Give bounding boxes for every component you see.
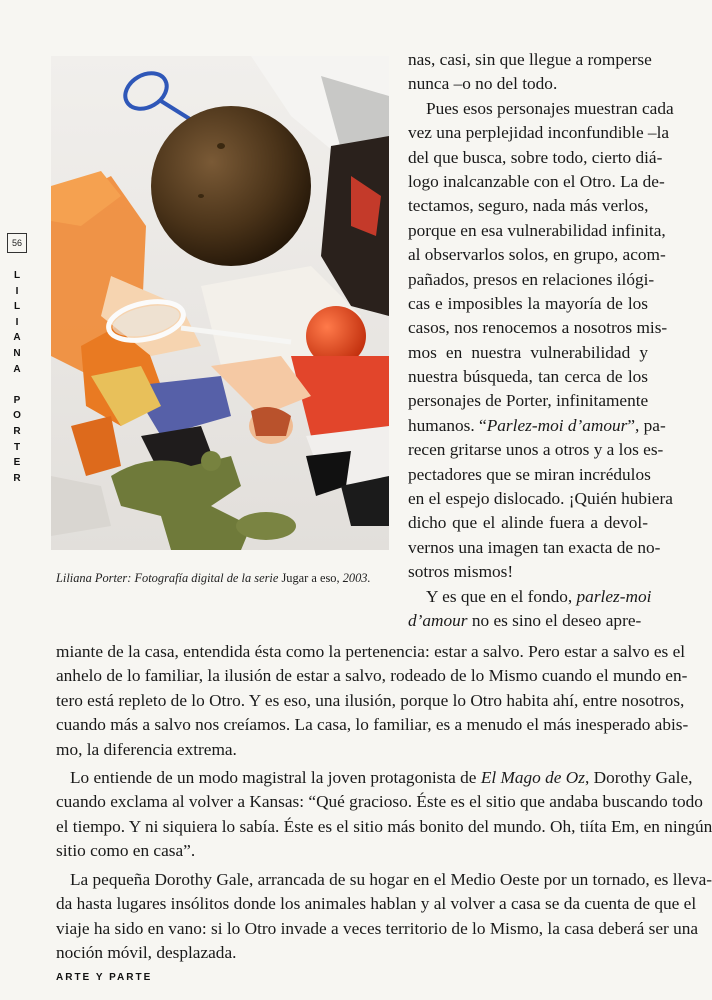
text-segment: cuando exclama al volver a Kansas: “Qué gracioso. Éste es el sitio que andaba buscando todo — [56, 792, 703, 812]
text-line — [408, 389, 648, 413]
text-line — [408, 194, 648, 218]
author-letter: R — [13, 472, 21, 484]
text-segment: sitio como en casa”. — [56, 841, 196, 861]
text-line — [408, 97, 674, 121]
text-line — [408, 511, 648, 535]
author-letter: L — [13, 270, 21, 281]
text-segment: no es sino el deseo apre- — [467, 610, 642, 630]
text-segment: nuestra búsqueda, tan cerca de los — [408, 367, 648, 387]
text-line — [408, 560, 648, 584]
text-segment: pañados, presos en relaciones ilógi- — [408, 269, 655, 289]
text-segment: nunca –o no del todo. — [408, 74, 558, 94]
text-line — [408, 463, 651, 487]
text-line — [408, 414, 666, 438]
text-segment: Pues esos personajes muestran cada — [426, 98, 674, 118]
author-letter: A — [13, 363, 21, 375]
text-segment: el tiempo. Y ni siquiera lo sabía. Éste es el sitio más bonito del mundo. Oh, tiíta Em, en ningún — [56, 816, 712, 836]
text-segment: recen gritarse unos a otros y a los es- — [408, 440, 664, 460]
text-line — [408, 341, 648, 365]
text-line — [408, 316, 668, 340]
text-line: mo, la diferencia extrema. — [56, 739, 237, 759]
figure-caption — [56, 571, 396, 586]
text-line — [408, 48, 652, 72]
text-line: La pequeña Dorothy Gale, arrancada de su hogar en el Medio Oeste por un tornado, es lleva- — [70, 870, 712, 889]
magazine-footer: ARTE Y PARTE — [56, 972, 153, 983]
text-line — [408, 609, 648, 633]
author-letter: T — [13, 441, 21, 453]
text-segment: Lo entiende de un modo magistral la joven protagonista de — [70, 768, 481, 787]
text-segment: vernos una imagen tan exacta de no- — [408, 537, 661, 557]
author-letter: A — [13, 332, 21, 344]
text-segment: pectadores que se miran incrédulos — [408, 464, 651, 484]
text-segment: en el espejo dislocado. ¡Quién hubiera — [408, 489, 673, 509]
text-line — [408, 170, 665, 194]
text-segment: al observarlos solos, en grupo, acom- — [408, 245, 666, 265]
page-number: 56 — [7, 233, 27, 253]
text-segment: personajes de Porter, infinitamente — [408, 391, 649, 411]
text-line — [408, 268, 655, 292]
text-segment: ”, pa- — [627, 415, 666, 435]
caption-year: 2003. — [342, 571, 371, 585]
text-segment: sotros mismos! — [408, 562, 514, 582]
text-segment: nas, casi, sin que llegue a romperse — [408, 50, 652, 69]
paragraph-1 — [56, 640, 689, 762]
text-segment: logo inalcanzable con el Otro. La de- — [408, 171, 665, 191]
text-line — [408, 292, 648, 316]
author-letter: I — [15, 285, 19, 297]
author-letter: I — [15, 316, 19, 328]
text-line — [408, 365, 648, 389]
text-line — [408, 438, 664, 462]
text-segment: Y es que en el fondo, — [426, 586, 577, 606]
caption-series-title: Jugar a eso, — [281, 571, 340, 585]
text-line: anhelo de lo familiar, la ilusión de estar a salvo, rodeado de lo Mismo cuando el mundo en- — [56, 666, 688, 686]
text-line — [408, 536, 661, 560]
text-line: cuando más a salvo nos creíamos. La casa, lo familiar, es a menudo el más inesperado abis- — [56, 715, 689, 735]
text-line: noción móvil, desplazada. — [56, 943, 237, 963]
author-letter: P — [13, 394, 21, 406]
author-letter: E — [13, 457, 21, 469]
text-line — [408, 121, 670, 145]
text-segment: porque en esa vulnerabilidad infinita, — [408, 220, 666, 240]
text-line — [408, 243, 666, 267]
author-letter: N — [13, 347, 21, 359]
italic-phrase: d’amour — [408, 610, 468, 630]
text-line — [408, 585, 652, 609]
text-line — [408, 487, 673, 511]
text-segment: , Dorothy Gale, — [584, 768, 693, 787]
toys-photo-illustration — [51, 56, 389, 550]
text-line — [56, 815, 712, 839]
toys-photograph — [51, 56, 389, 550]
caption-prefix: Liliana Porter: Fotografía digital de la serie — [56, 571, 279, 585]
text-segment: tectamos, seguro, nada más verlos, — [408, 196, 649, 216]
italic-phrase: El Mago de Oz — [480, 768, 585, 787]
text-segment: dicho que el alinde fuera a devol- — [408, 513, 648, 533]
text-line — [56, 839, 648, 863]
paragraph-2 — [56, 766, 712, 864]
text-line — [56, 790, 703, 814]
text-segment: del que busca, sobre todo, cierto diá- — [408, 147, 663, 167]
text-segment: cas e imposibles la mayoría de los — [408, 293, 648, 313]
text-line — [408, 219, 666, 243]
text-segment: humanos. “ — [408, 415, 487, 435]
author-letter: L — [13, 301, 21, 313]
text-segment: casos, nos renocemos a nosotros mis- — [408, 318, 668, 338]
text-line: miante de la casa, entendida ésta como la pertenencia: estar a salvo. Pero estar a salvo es el — [56, 642, 686, 661]
text-segment: mos en nuestra vulnerabilidad y — [408, 342, 648, 362]
text-line — [56, 766, 693, 790]
text-line — [408, 146, 663, 170]
text-segment: vez una perplejidad inconfundible –la — [408, 123, 670, 143]
author-letter: O — [13, 410, 21, 422]
right-column-text — [408, 48, 674, 633]
paragraph-3 — [56, 868, 712, 966]
text-line: viaje ha sido en vano: si lo Otro invade a veces territorio de lo Mismo, la casa deberá ser una — [56, 918, 699, 938]
italic-phrase: Parlez-moi d’amour — [486, 415, 628, 435]
text-line — [408, 72, 648, 96]
text-line: da hasta lugares insólitos donde los animales hablan y al volver a casa se da cuenta de que el — [56, 894, 697, 914]
italic-phrase: parlez-moi — [576, 586, 652, 606]
text-line: tero está repleto de lo Otro. Y es eso, una ilusión, porque lo Otro habita ahí, entre nosotros, — [56, 690, 685, 710]
author-letter: R — [13, 425, 21, 437]
vertical-author-name — [10, 268, 24, 486]
